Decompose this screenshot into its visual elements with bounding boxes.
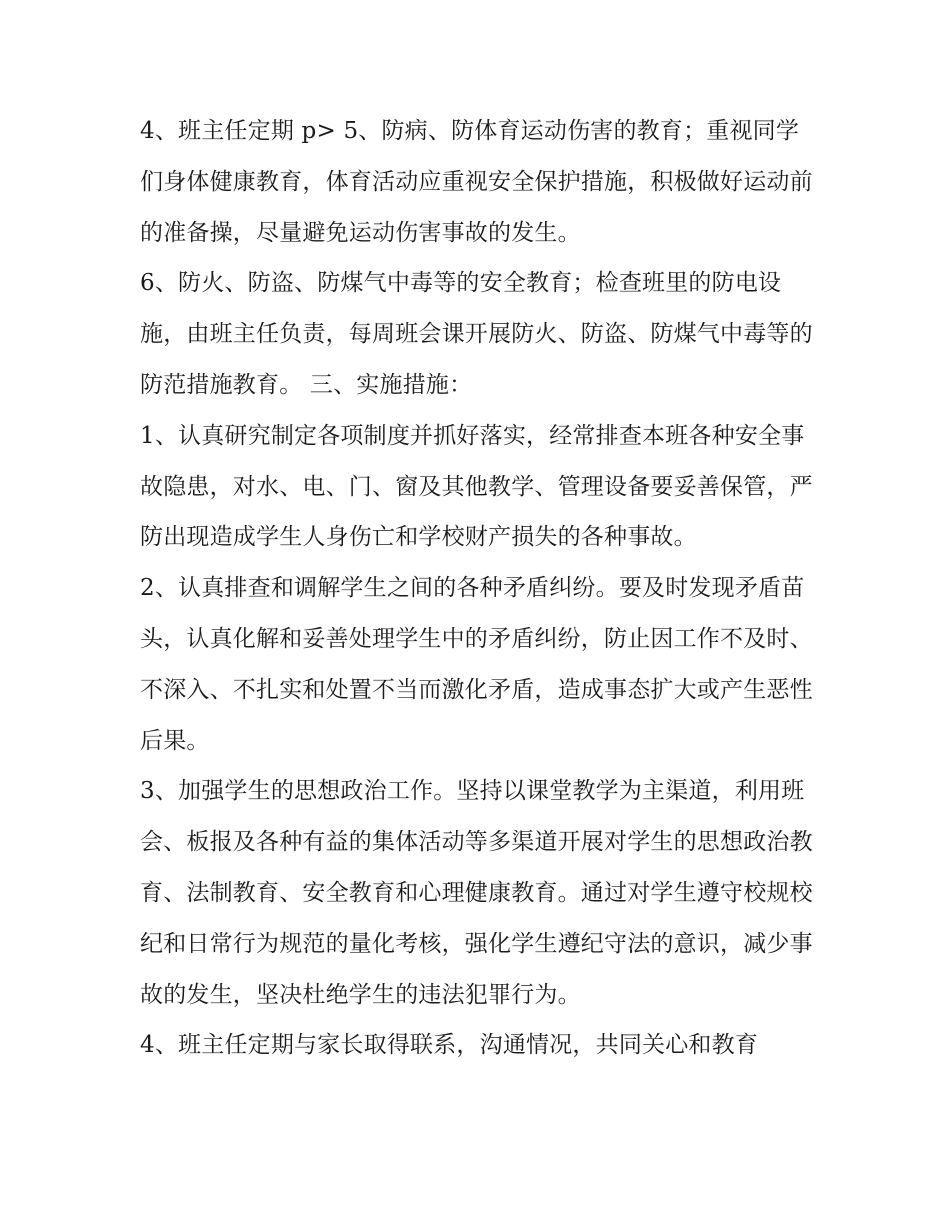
paragraph-fire-theft-gas: 6、防火、防盗、防煤气中毒等的安全教育；检查班里的防电设施，由班主任负责，每周班会课开展防火、防盗、防煤气中毒等的防范措施教育。 三、实施措施： xyxy=(140,270,813,398)
document-body xyxy=(140,106,815,1071)
paragraph-measure-2: 2、认真排查和调解学生之间的各种矛盾纠纷。要及时发现矛盾苗头，认真化解和妥善处理学生中的矛盾纠纷，防止因工作不及时、不深入、不扎实和处置不当而激化矛盾，造成事态扩大或产生恶性后果。 xyxy=(140,575,813,754)
paragraph-disease-sports-injury: 4、班主任定期 p> 5、防病、防体育运动伤害的教育；重视同学们身体健康教育，体育活动应重视安全保护措施，积极做好运动前的准备操，尽量避免运动伤害事故的发生。 xyxy=(140,118,813,246)
paragraph-measure-4: 4、班主任定期与家长取得联系，沟通情况，共同关心和教育 xyxy=(140,1032,759,1059)
paragraph-measure-3: 3、加强学生的思想政治工作。坚持以课堂教学为主渠道，利用班会、板报及各种有益的集体活动等多渠道开展对学生的思想政治教育、法制教育、安全教育和心理健康教育。通过对学生遵守校规校纪和日常行为规范的量化考核，强化学生遵纪守法的意识，减少事故的发生，坚决杜绝学生的违法犯罪行为。 xyxy=(140,778,813,1008)
paragraph-measure-1: 1、认真研究制定各项制度并抓好落实，经常排查本班各种安全事故隐患，对水、电、门、窗及其他教学、管理设备要妥善保管，严防出现造成学生人身伤亡和学校财产损失的各种事故。 xyxy=(140,422,813,551)
